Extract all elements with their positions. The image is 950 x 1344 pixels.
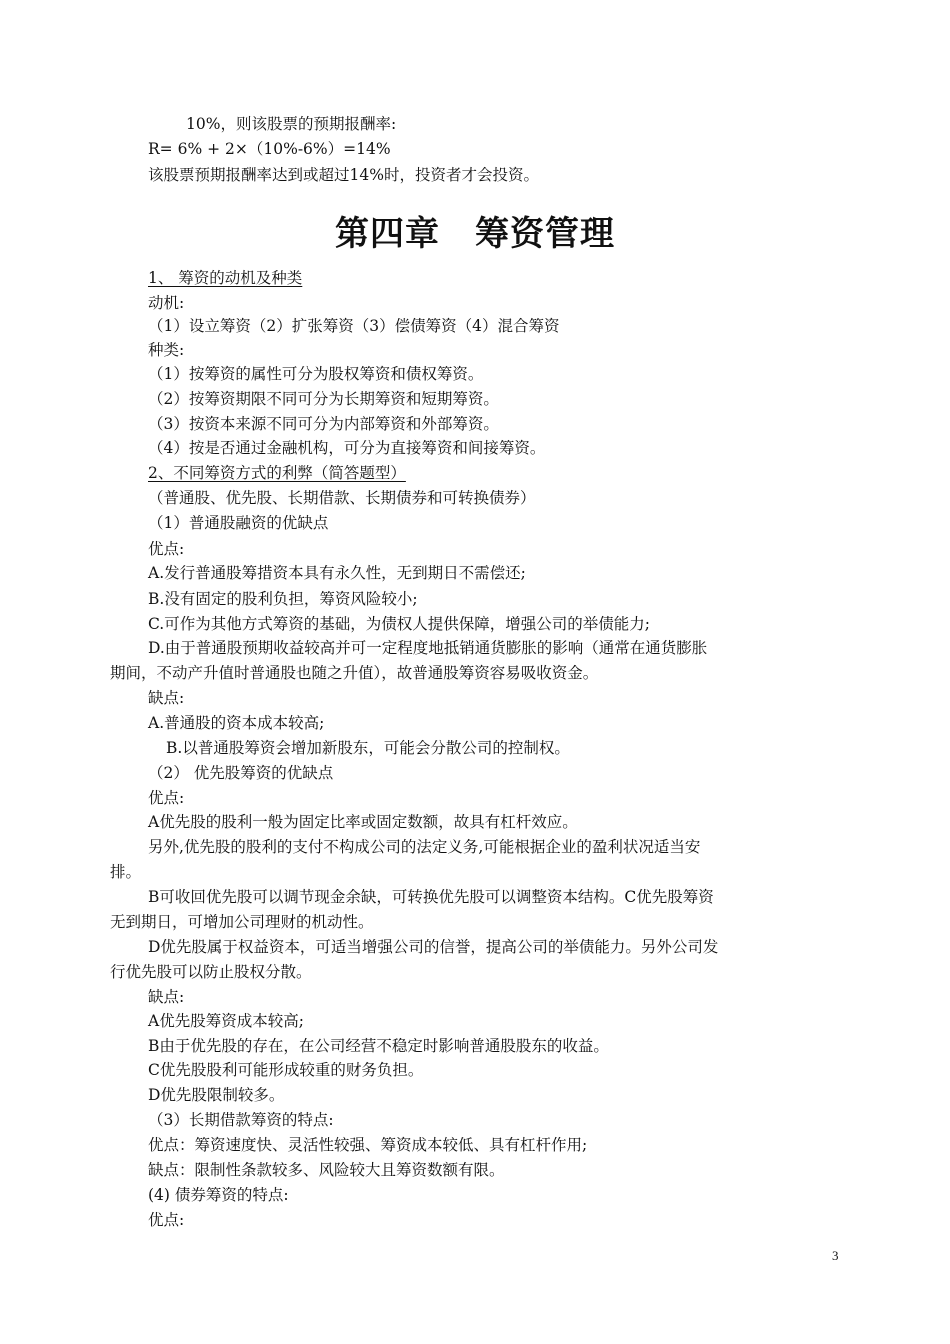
text-line: 无到期日，可增加公司理财的机动性。 xyxy=(110,913,374,931)
subsection-heading: （1）普通股融资的优缺点 xyxy=(148,514,329,532)
text-line: （普通股、优先股、长期借款、长期债券和可转换债券） xyxy=(148,489,536,507)
text-line: 缺点：限制性条款较多、风险较大且筹资数额有限。 xyxy=(148,1161,505,1179)
text-line: 动机: xyxy=(148,294,185,312)
text-line: 优点：筹资速度快、灵活性较强、筹资成本较低、具有杠杆作用; xyxy=(148,1136,588,1154)
text-line: D.由于普通股预期收益较高并可一定程度地抵销通货膨胀的影响（通常在通货膨胀 xyxy=(148,639,708,657)
text-line: A优先股筹资成本较高; xyxy=(148,1012,304,1030)
subsection-heading: （2） 优先股筹资的优缺点 xyxy=(148,764,334,782)
text-line: 优点: xyxy=(148,1211,185,1229)
text-line: （1）设立筹资（2）扩张筹资（3）偿债筹资（4）混合筹资 xyxy=(148,317,560,335)
page-number: 3 xyxy=(832,1248,839,1263)
text-line: B.没有固定的股利负担，筹资风险较小; xyxy=(148,590,418,608)
list-item: （1）按筹资的属性可分为股权筹资和债权筹资。 xyxy=(148,365,484,383)
text-line: 另外,优先股的股利的支付不构成公司的法定义务,可能根据企业的盈利状况适当安 xyxy=(148,838,701,856)
text-line: 种类: xyxy=(148,341,185,359)
text-line: 缺点: xyxy=(148,988,185,1006)
list-item: （3）按资本来源不同可分为内部筹资和外部筹资。 xyxy=(148,415,499,433)
subsection-heading: (4) 债券筹资的特点: xyxy=(148,1186,289,1204)
text-line: 缺点: xyxy=(148,689,185,707)
subsection-heading: （3）长期借款筹资的特点: xyxy=(148,1111,334,1129)
text-line: 期间，不动产升值时普通股也随之升值），故普通股筹资容易吸收资金。 xyxy=(110,664,599,682)
text-line: 排。 xyxy=(110,863,142,881)
formula-line: R= 6% + 2×（10%-6%）=14% xyxy=(148,140,391,158)
text-line: D优先股属于权益资本，可适当增强公司的信誉，提高公司的举债能力。另外公司发 xyxy=(148,938,719,956)
text-line: 该股票预期报酬率达到或超过14%时，投资者才会投资。 xyxy=(148,166,539,184)
text-line: A.普通股的资本成本较高; xyxy=(148,714,325,732)
list-item: （4）按是否通过金融机构，可分为直接筹资和间接筹资。 xyxy=(148,439,546,457)
chapter-title: 第四章 筹资管理 xyxy=(335,214,615,254)
text-line: C优先股股利可能形成较重的财务负担。 xyxy=(148,1061,424,1079)
text-line: 优点: xyxy=(148,789,185,807)
text-line: C.可作为其他方式筹资的基础，为债权人提供保障，增强公司的举债能力; xyxy=(148,615,650,633)
section-heading: 1、 筹资的动机及种类 xyxy=(148,269,303,287)
text-line: A优先股的股利一般为固定比率或固定数额，故具有杠杆效应。 xyxy=(148,813,578,831)
text-line: 优点: xyxy=(148,540,185,558)
list-item: （2）按筹资期限不同可分为长期筹资和短期筹资。 xyxy=(148,390,499,408)
text-line: 10%，则该股票的预期报酬率: xyxy=(186,115,397,133)
text-line: B.以普通股筹资会增加新股东，可能会分散公司的控制权。 xyxy=(166,739,570,757)
text-line: 行优先股可以防止股权分散。 xyxy=(110,963,312,981)
text-line: B由于优先股的存在，在公司经营不稳定时影响普通股股东的收益。 xyxy=(148,1037,609,1055)
text-line: A.发行普通股筹措资本具有永久性，无到期日不需偿还; xyxy=(148,564,526,582)
text-line: D优先股限制较多。 xyxy=(148,1086,285,1104)
section-heading: 2、不同筹资方式的利弊（简答题型） xyxy=(148,464,406,482)
text-line: B可收回优先股可以调节现金余缺，可转换优先股可以调整资本结构。C优先股筹资 xyxy=(148,888,714,906)
